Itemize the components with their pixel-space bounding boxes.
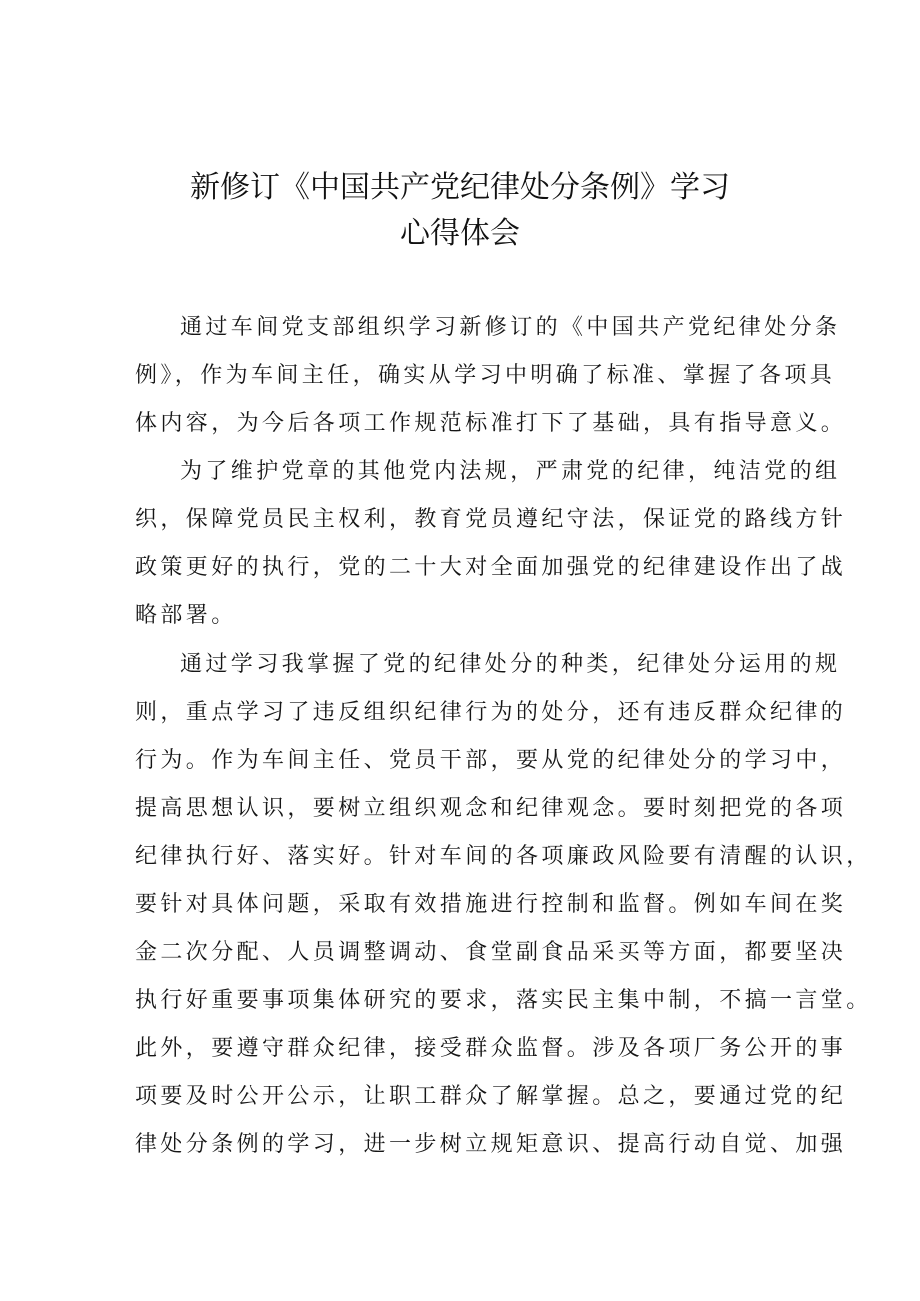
paragraph-3-line-9: 此外，要遵守群众纪律，接受群众监督。涉及各项厂务公开的事	[135, 1036, 847, 1061]
paragraph-3-line-10: 项要及时公开公示，让职工群众了解掌握。总之，要通过党的纪	[135, 1084, 847, 1109]
paragraph-2-line-3: 政策更好的执行，党的二十大对全面加强党的纪律建设作出了战	[135, 555, 847, 580]
document-title-line-1: 新修订《中国共产党纪律处分条例》学习	[190, 170, 730, 205]
paragraph-1-line-1: 通过车间党支部组织学习新修订的《中国共产党纪律处分条	[180, 315, 841, 340]
paragraph-3-line-5: 纪律执行好、落实好。针对车间的各项廉政风险要有清醒的认识，	[135, 844, 872, 869]
paragraph-2-line-2: 织，保障党员民主权利，教育党员遵纪守法，保证党的路线方针	[135, 507, 847, 532]
paragraph-3-line-2: 则，重点学习了违反组织纪律行为的处分，还有违反群众纪律的	[135, 700, 847, 725]
paragraph-3-line-1: 通过学习我掌握了党的纪律处分的种类，纪律处分运用的规	[180, 652, 841, 677]
paragraph-3-line-7: 金二次分配、人员调整调动、食堂副食品采买等方面，都要坚决	[135, 940, 847, 965]
paragraph-3-line-8: 执行好重要事项集体研究的要求，落实民主集中制，不搞一言堂。	[135, 988, 872, 1013]
paragraph-3-line-3: 行为。作为车间主任、党员干部，要从党的纪律处分的学习中，	[135, 748, 847, 773]
paragraph-1-line-2: 例》，作为车间主任，确实从学习中明确了标准、掌握了各项具	[135, 363, 836, 388]
document-title-line-2: 心得体会	[400, 216, 520, 251]
paragraph-2-line-1: 为了维护党章的其他党内法规，严肃党的纪律，纯洁党的组	[180, 459, 841, 484]
paragraph-2-line-4: 略部署。	[135, 603, 237, 628]
paragraph-3-line-6: 要针对具体问题，采取有效措施进行控制和监督。例如车间在奖	[135, 892, 847, 917]
paragraph-1-line-3: 体内容，为今后各项工作规范标准打下了基础，具有指导意义。	[135, 411, 847, 436]
paragraph-3-line-4: 提高思想认识，要树立组织观念和纪律观念。要时刻把党的各项	[135, 796, 847, 821]
paragraph-3-line-11: 律处分条例的学习，进一步树立规矩意识、提高行动自觉、加强	[135, 1132, 847, 1157]
